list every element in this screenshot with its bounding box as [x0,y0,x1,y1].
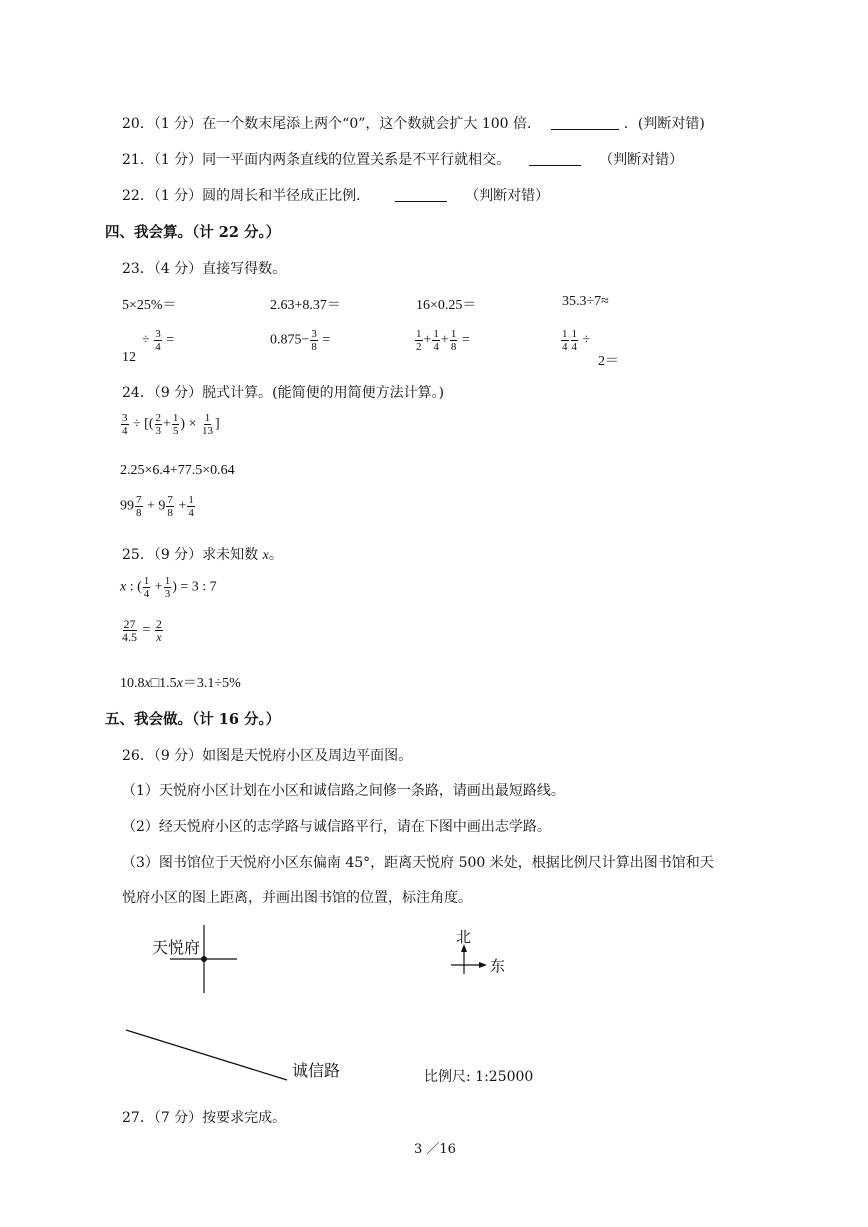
calc-item-suffix: 2＝ [598,354,619,369]
road-line [126,1030,287,1080]
calc-item: $\frac{1}{4}$ $\frac{1}{4}$ ÷ [562,328,591,353]
expression-3: 99 $\frac{7}{8}$ + 9 $\frac{7}{8}$ + $\frac{1}{4}$ [120,494,194,519]
north-label: 北 [456,928,472,946]
east-arrow-icon [479,962,487,968]
question-26-part-3: （3）图书馆位于天悦府小区东偏南 45°，距离天悦府 500 米处，根据比例尺计算出图书馆和天 [122,855,714,871]
question-26-part-1: （1）天悦府小区计划在小区和诚信路之间修一条路，请画出最短路线。 [122,783,565,799]
question-27: 27．（7 分）按要求完成。 [122,1110,287,1126]
question-22-tail: （判断对错） [465,188,550,204]
question-20-tail: ．(判断对错) [623,116,705,132]
calc-item: 16×0.25＝ [416,298,477,313]
question-22-text: 22．（1 分）圆的周长和半径成正比例． [122,188,371,204]
calc-item: 2.63+8.37＝ [270,298,341,313]
community-label: 天悦府 [152,938,201,957]
calc-item: 5×25%＝ [122,298,177,313]
road-label: 诚信路 [292,1061,341,1080]
equation-1: x : ( $\frac{1}{4}$ + $\frac{1}{3}$ ) = 3 : 7 [120,575,217,600]
expression-2: 2.25×6.4+77.5×0.64 [120,463,235,478]
question-26-part-3-cont: 悦府小区的图上距离，并画出图书馆的位置，标注角度。 [122,890,472,906]
question-26: 26．（9 分）如图是天悦府小区及周边平面图。 [122,748,413,764]
equation-3: 10.8x□1.5x＝3.1÷5% [120,676,241,691]
question-26-part-2: （2）经天悦府小区的志学路与诚信路平行，请在下图中画出志学路。 [122,819,551,835]
calc-item: $\frac{1}{2}$ + $\frac{1}{4}$ + $\frac{1}{8}$ = [416,328,470,353]
section-heading-4: 四、我会算。（计 22 分。） [105,224,281,241]
question-24: 24．（9 分）脱式计算。(能简便的用简便方法计算。) [122,385,445,401]
section-heading-5: 五、我会做。（计 16 分。） [105,711,281,728]
scale-label: 比例尺: 1:25000 [424,1069,534,1085]
calc-item-prefix: 12 [122,350,136,365]
question-21-text: 21．（1 分）同一平面内两条直线的位置关系是不平行就相交。 [122,152,511,168]
question-23: 23．（4 分）直接写得数。 [122,261,287,277]
page-number: 3 ／16 [414,1142,456,1157]
calc-item: 35.3÷7≈ [562,294,609,309]
community-point [201,956,207,962]
question-25: 25．（9 分）求未知数 x。 [122,547,283,563]
equation-2: $\frac{27}{4.5}$ = $\frac{2}{x}$ [122,617,162,644]
calc-item: 0.875− $\frac{3}{8}$ = [270,328,331,353]
east-label: 东 [490,957,506,975]
expression-1: $\frac{3}{4}$ ÷ [( $\frac{2}{3}$ + $\frac{1}{5}$ ) × $\frac{1}{13}$ ] [122,412,220,437]
question-21-tail: （判断对错） [599,152,684,168]
question-20-text: 20．（1 分）在一个数末尾添上两个“0”，这个数就会扩大 100 倍． [122,116,542,132]
calc-item: ÷ $\frac{3}{4}$ = [142,328,175,353]
